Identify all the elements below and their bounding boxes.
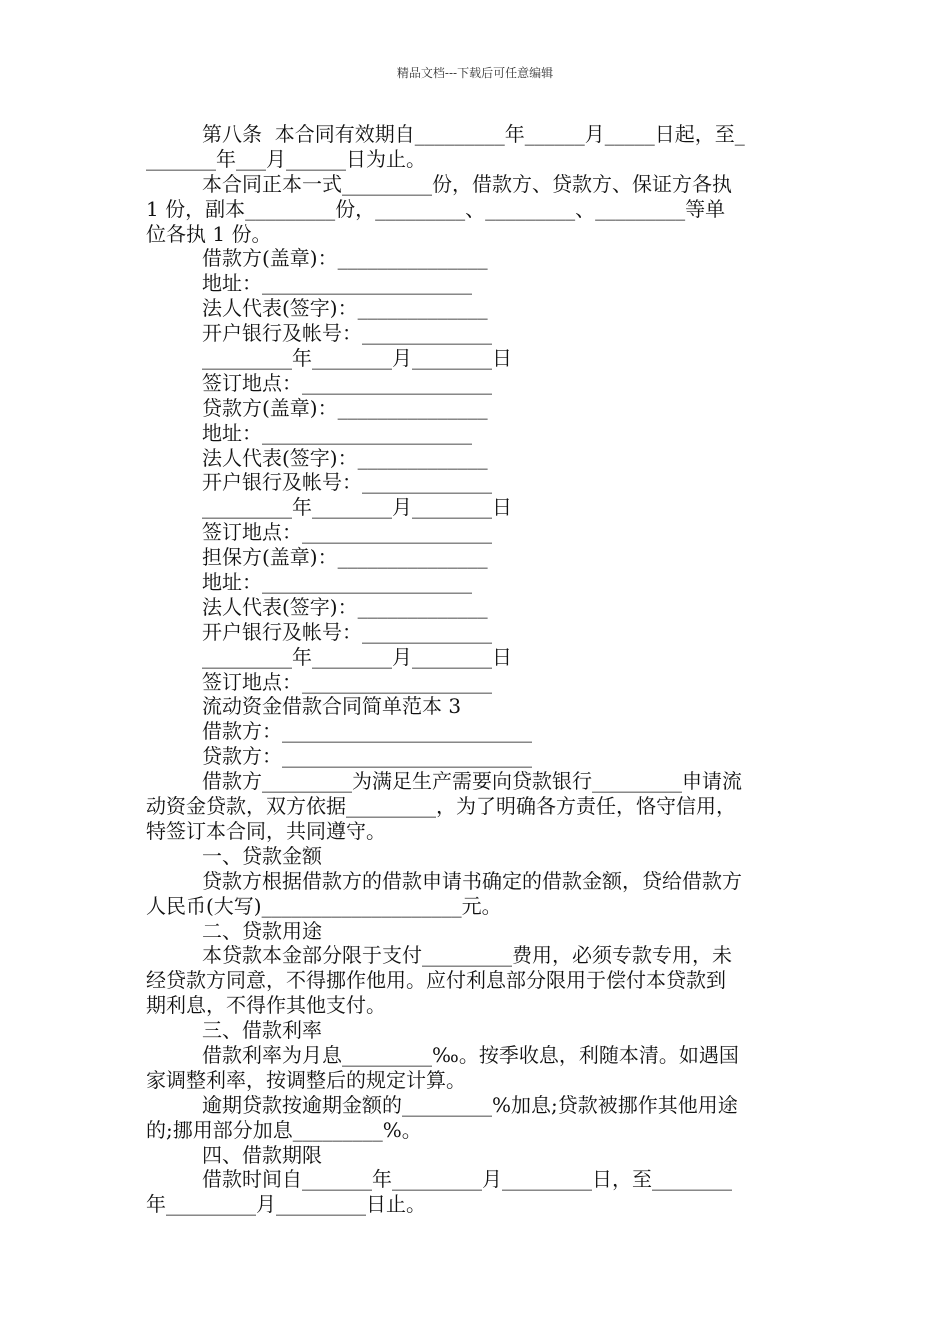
text-line: 借款方(盖章)：_______________ <box>202 246 488 271</box>
text-line: _________年________月________日 <box>202 495 512 520</box>
text-line: 特签订本合同，共同遵守。 <box>146 818 386 843</box>
text-line: 开户银行及帐号：_____________ <box>202 619 492 644</box>
text-line: 第八条 本合同有效期自_________年______月_____日起，至_ <box>202 122 745 146</box>
text-line: 本贷款本金部分限于支付_________费用，必须专款专用，未 <box>202 943 732 968</box>
text-line: 期利息，不得作其他支付。 <box>146 993 386 1018</box>
text-line: 担保方(盖章)：_______________ <box>202 545 488 570</box>
text-line: 签订地点：___________________ <box>202 370 492 395</box>
text-line: 位各执 1 份。 <box>146 221 272 246</box>
text-line: 年_________月_________日止。 <box>146 1192 426 1217</box>
text-line: 借款方_________为满足生产需要向贷款银行_________申请流 <box>202 769 742 794</box>
text-line: 的;挪用部分加息_________%。 <box>146 1117 422 1142</box>
text-line: 借款时间自_______年_________月_________日，至________ <box>202 1167 732 1192</box>
text-line: 贷款方(盖章)：_______________ <box>202 395 488 420</box>
text-line: 经贷款方同意，不得挪作他用。应付利息部分限用于偿付本贷款到 <box>146 968 726 993</box>
text-line: 法人代表(签字)：_____________ <box>202 445 488 470</box>
text-line: 1 份，副本_________份，_________、_________、_________等单 <box>146 196 726 221</box>
page-header: 精品文档---下载后可任意编辑 <box>396 66 554 80</box>
text-line: _________年________月________日 <box>202 346 512 371</box>
text-line: 借款方：_________________________ <box>202 719 532 744</box>
text-line: 家调整利率，按调整后的规定计算。 <box>146 1067 466 1092</box>
text-line: 人民币(大写)____________________元。 <box>146 893 502 918</box>
document-body <box>146 122 808 1217</box>
text-line: 签订地点：___________________ <box>202 520 492 545</box>
text-line: 动资金贷款，双方依据_________，为了明确各方责任，恪守信用， <box>146 794 736 819</box>
text-line: 借款利率为月息_________‰。按季收息，利随本清。如遇国 <box>202 1042 739 1067</box>
text-line: 开户银行及帐号：_____________ <box>202 321 492 346</box>
text-line: 三、借款利率 <box>202 1018 322 1043</box>
text-line: 逾期贷款按逾期金额的_________%加息;贷款被挪作其他用途 <box>202 1092 738 1117</box>
text-line: 贷款方：_________________________ <box>202 744 532 769</box>
text-line: 本合同正本一式_________份，借款方、贷款方、保证方各执 <box>202 171 732 196</box>
text-line: 二、贷款用途 <box>202 918 322 943</box>
text-line: 法人代表(签字)：_____________ <box>202 594 488 619</box>
text-line: 地址：_____________________ <box>202 420 472 445</box>
text-line: 法人代表(签字)：_____________ <box>202 296 488 321</box>
text-line: 流动资金借款合同简单范本 3 <box>202 694 462 719</box>
text-line: _________年________月________日 <box>202 644 512 669</box>
text-line: 地址：_____________________ <box>202 271 472 296</box>
text-line: 签订地点：___________________ <box>202 669 492 694</box>
text-line: 地址：_____________________ <box>202 570 472 595</box>
text-line: 开户银行及帐号：_____________ <box>202 470 492 495</box>
text-line: _______年___月______日为止。 <box>146 146 426 171</box>
text-line: 一、贷款金额 <box>202 843 322 868</box>
text-line: 贷款方根据借款方的借款申请书确定的借款金额，贷给借款方 <box>202 868 742 893</box>
text-line: 四、借款期限 <box>202 1142 322 1167</box>
